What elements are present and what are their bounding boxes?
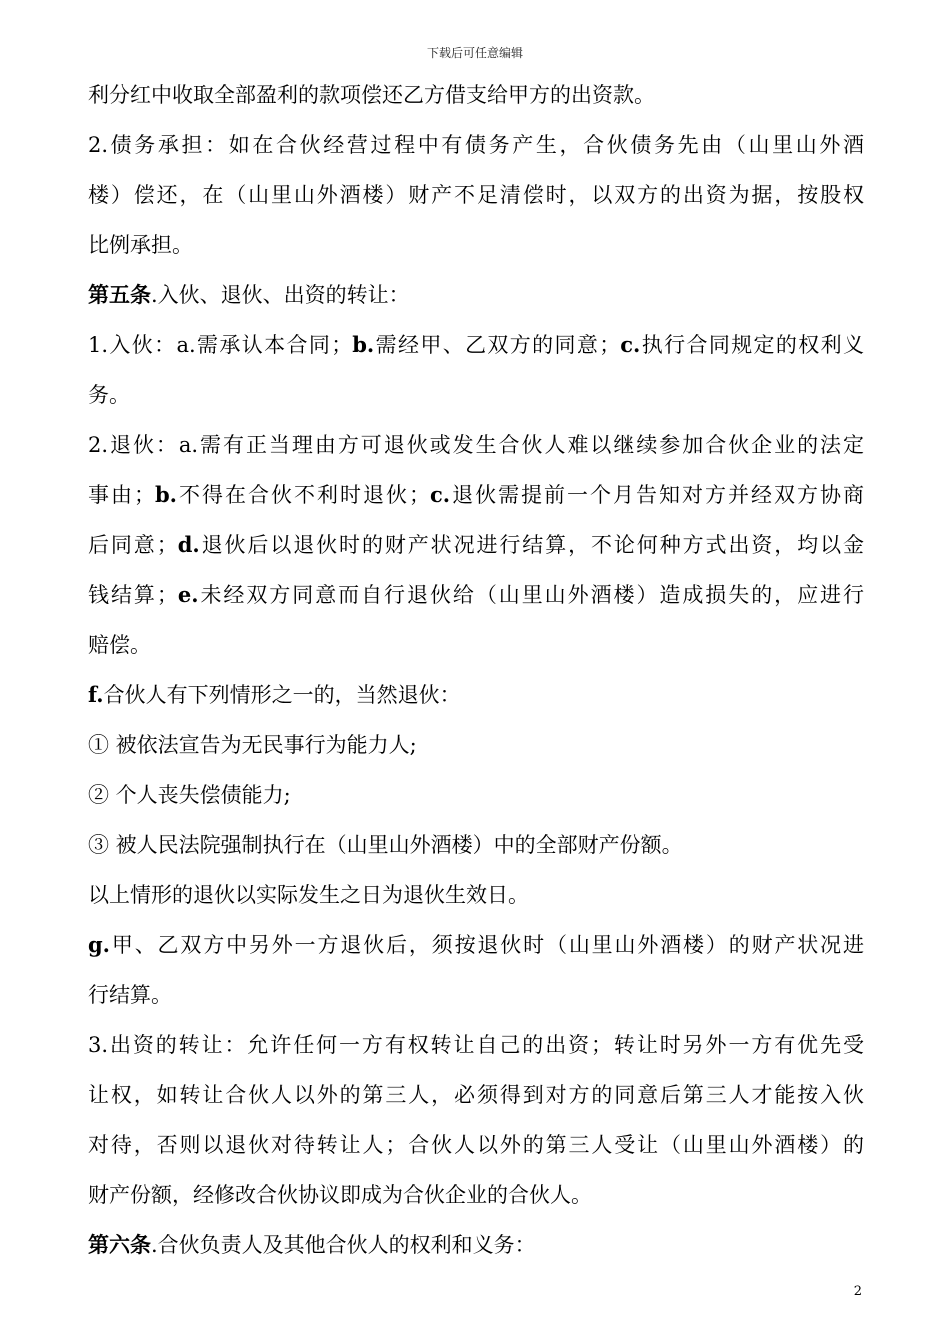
bold-text: 第六条 — [88, 1232, 151, 1257]
text-line — [88, 270, 864, 320]
text-line — [88, 620, 864, 670]
text-run: 甲、乙双方中另外一方退伙后，须按退伙时（山里山外酒楼）的财产状况进 — [110, 933, 864, 957]
text-line — [88, 870, 864, 920]
text-run: 赔偿。 — [88, 633, 151, 657]
text-run: 合伙人有下列情形之一的，当然退伙： — [103, 683, 461, 707]
text-line — [88, 1020, 864, 1070]
text-run: 1.入伙：a.需承认本合同； — [88, 333, 353, 357]
bold-text: b. — [352, 332, 375, 357]
text-run: 需经甲、乙双方的同意； — [374, 333, 621, 357]
text-run: 不得在合伙不利时退伙； — [177, 483, 430, 507]
text-line — [88, 520, 864, 570]
text-line — [88, 1220, 864, 1270]
page-number: 2 — [853, 1284, 862, 1299]
bold-text: c. — [429, 482, 451, 507]
bold-text: e. — [177, 582, 199, 607]
text-run: 行结算。 — [88, 983, 172, 1007]
text-run: 2.退伙：a.需有正当理由方可退伙或发生合伙人难以继续参加合伙企业的法定 — [88, 433, 864, 457]
text-run: ② 个人丧失偿债能力; — [88, 783, 291, 807]
bold-text: d. — [177, 532, 200, 557]
text-run: .入伙、退伙、出资的转让： — [151, 283, 410, 307]
text-run: 财产份额，经修改合伙协议即成为合伙企业的合伙人。 — [88, 1183, 592, 1207]
text-run: 比例承担。 — [88, 233, 193, 257]
text-line — [88, 770, 864, 820]
bold-text: 第五条 — [88, 282, 151, 307]
text-line — [88, 320, 864, 370]
text-run: 钱结算； — [88, 583, 178, 607]
text-line — [88, 470, 864, 520]
page-header: 下载后可任意编辑 — [426, 46, 523, 60]
text-line — [88, 1070, 864, 1120]
text-line — [88, 670, 864, 720]
text-run: 3.出资的转让：允许任何一方有权转让自己的出资；转让时另外一方有优先受 — [88, 1033, 864, 1057]
text-line — [88, 70, 864, 120]
text-run: 对待，否则以退伙对待转让人；合伙人以外的第三人受让（山里山外酒楼）的 — [88, 1133, 864, 1157]
text-line — [88, 1170, 864, 1220]
bold-text: b. — [155, 482, 177, 507]
text-run: 让权，如转让合伙人以外的第三人，必须得到对方的同意后第三人才能按入伙 — [88, 1083, 864, 1107]
text-line — [88, 1120, 864, 1170]
bold-text: c. — [620, 332, 641, 357]
text-run: 退伙需提前一个月告知对方并经双方协商 — [450, 483, 864, 507]
text-run: ③ 被人民法院强制执行在（山里山外酒楼）中的全部财产份额。 — [88, 833, 683, 857]
text-run: 2.债务承担：如在合伙经营过程中有债务产生，合伙债务先由（山里山外酒 — [88, 133, 864, 157]
text-line — [88, 820, 864, 870]
text-line — [88, 220, 864, 270]
bold-text: f. — [88, 682, 104, 707]
text-run: 以上情形的退伙以实际发生之日为退伙生效日。 — [88, 883, 529, 907]
text-run: 退伙后以退伙时的财产状况进行结算，不论何种方式出资，均以金 — [199, 533, 864, 557]
document-body — [88, 70, 864, 1270]
text-run: 务。 — [88, 383, 130, 407]
text-run: 执行合同规定的权利义 — [640, 333, 864, 357]
text-run: 楼）偿还，在（山里山外酒楼）财产不足清偿时，以双方的出资为据，按股权 — [88, 183, 864, 207]
text-line — [88, 120, 864, 170]
text-run: 事由； — [88, 483, 155, 507]
text-run: 未经双方同意而自行退伙给（山里山外酒楼）造成损失的，应进行 — [198, 583, 864, 607]
text-line — [88, 170, 864, 220]
bold-text: g. — [88, 932, 110, 957]
text-line — [88, 970, 864, 1020]
text-run: 利分红中收取全部盈利的款项偿还乙方借支给甲方的出资款。 — [88, 83, 655, 107]
text-run: ① 被依法宣告为无民事行为能力人; — [88, 733, 417, 757]
text-line — [88, 570, 864, 620]
text-run: .合伙负责人及其他合伙人的权利和义务： — [151, 1233, 536, 1257]
text-run: 后同意； — [88, 533, 178, 557]
text-line — [88, 420, 864, 470]
text-line — [88, 920, 864, 970]
text-line — [88, 370, 864, 420]
text-line — [88, 720, 864, 770]
